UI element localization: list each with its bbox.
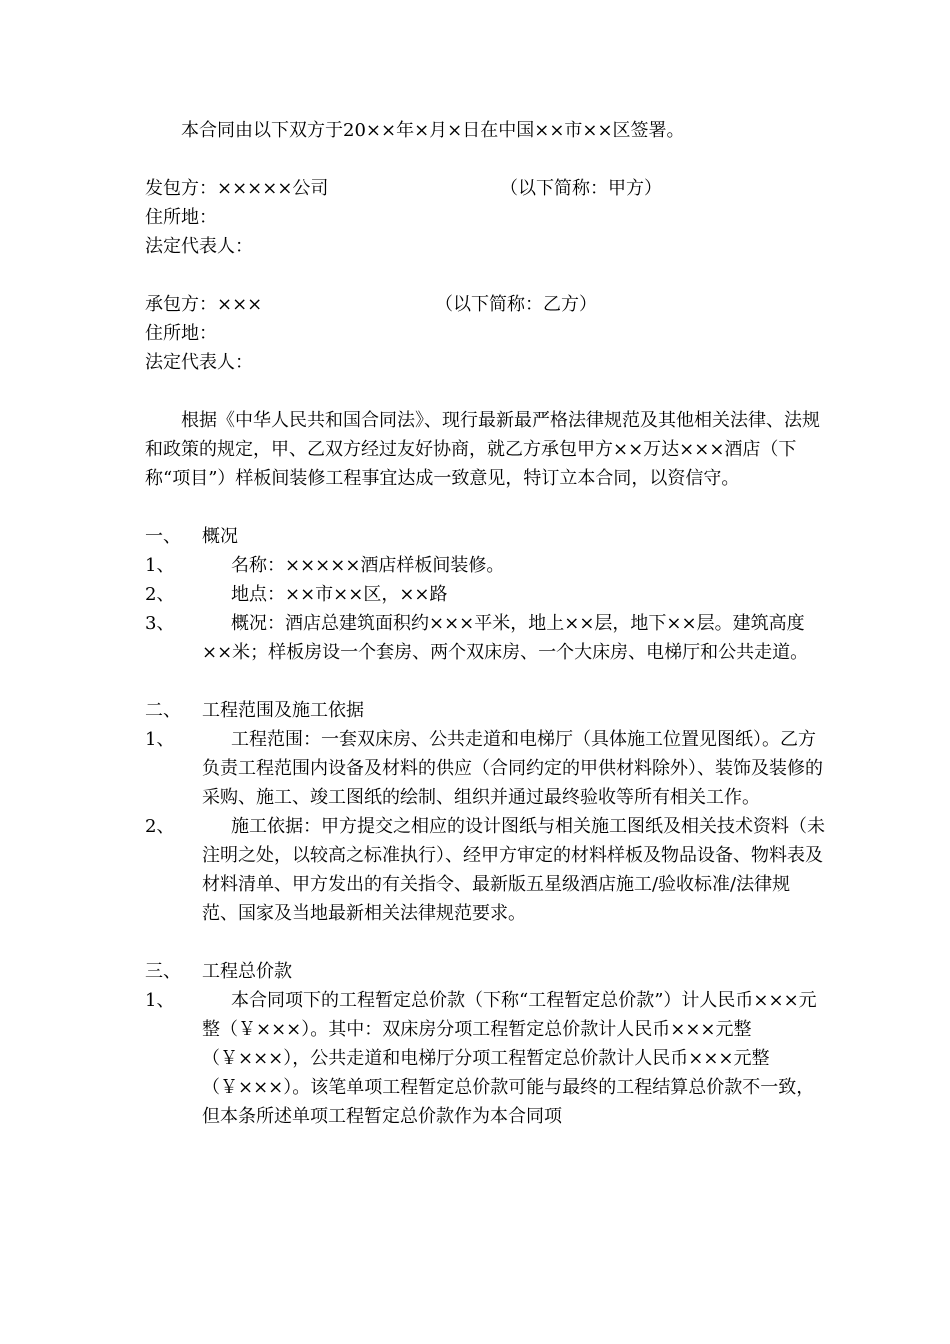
item-number: 3、	[145, 613, 175, 634]
list-item	[145, 580, 825, 609]
section-heading	[145, 957, 825, 986]
section-title: 概况	[202, 526, 238, 547]
spacer	[145, 493, 825, 522]
section-title: 工程范围及施工依据	[202, 700, 364, 721]
party-b-line	[145, 290, 825, 319]
item-number: 2、	[145, 816, 175, 837]
item-text: 概况：酒店总建筑面积约×××平米，地上××层，地下××层。建筑高度××米；样板房设一个套房、两个双床房、一个大床房、电梯厅和公共走道。	[202, 613, 809, 663]
party-a-label: 发包方：×××××公司	[145, 178, 329, 199]
spacer	[145, 145, 825, 174]
party-a-abbr: （以下简称：甲方）	[500, 178, 662, 199]
list-item	[145, 812, 825, 928]
item-number: 1、	[145, 555, 175, 576]
item-text: 地点：××市××区，××路	[231, 584, 448, 605]
list-item	[145, 609, 825, 667]
item-number: 1、	[145, 729, 175, 750]
party-a-line	[145, 174, 825, 203]
item-number: 1、	[145, 990, 175, 1011]
spacer	[145, 377, 825, 406]
item-number: 2、	[145, 584, 175, 605]
list-item	[145, 725, 825, 812]
intro-paragraph: 本合同由以下双方于20××年×月×日在中国××市××区签署。	[181, 120, 685, 141]
item-text: 本合同项下的工程暂定总价款（下称“工程暂定总价款”）计人民币×××元整（￥×××）。其中：双床房分项工程暂定总价款计人民币×××元整（￥×××），公共走道和电梯厅分项工程暂定总价款计人民币×××元整（￥×××）。该笔单项工程暂定总价款可能与最终的工程结算总价款不一致，但本条所述单项工程暂定总价款作为本合同项	[202, 990, 817, 1127]
item-text: 施工依据：甲方提交之相应的设计图纸与相关施工图纸及相关技术资料（未注明之处，以较高之标准执行）、经甲方审定的材料样板及物品设备、物料表及材料清单、甲方发出的有关指令、最新版五星级酒店施工/验收标准/法律规范、国家及当地最新相关法律规范要求。	[202, 816, 825, 924]
spacer	[145, 928, 825, 957]
list-item	[145, 986, 825, 1131]
preamble-paragraph: 根据《中华人民共和国合同法》、现行最新最严格法律规范及其他相关法律、法规和政策的规定，甲、乙双方经过友好协商，就乙方承包甲方××万达×××酒店（下称“项目”）样板间装修工程事宜达成一致意见，特订立本合同，以资信守。	[145, 410, 820, 489]
section-heading	[145, 696, 825, 725]
list-item	[145, 551, 825, 580]
spacer	[145, 667, 825, 696]
section-heading	[145, 522, 825, 551]
party-a-rep: 法定代表人：	[145, 236, 253, 257]
spacer	[145, 261, 825, 290]
contract-page	[145, 116, 825, 1131]
section-number: 一、	[145, 526, 181, 547]
party-b-rep: 法定代表人：	[145, 352, 253, 373]
party-b-address: 住所地：	[145, 323, 217, 344]
party-b-abbr: （以下简称：乙方）	[435, 294, 597, 315]
section-title: 工程总价款	[202, 961, 292, 982]
section-number: 三、	[145, 961, 181, 982]
item-text: 名称：×××××酒店样板间装修。	[231, 555, 505, 576]
party-a-address: 住所地：	[145, 207, 217, 228]
section-number: 二、	[145, 700, 181, 721]
party-b-label: 承包方：×××	[145, 294, 263, 315]
item-text: 工程范围：一套双床房、公共走道和电梯厅（具体施工位置见图纸）。乙方负责工程范围内设备及材料的供应（合同约定的甲供材料除外）、装饰及装修的采购、施工、竣工图纸的绘制、组织并通过最终验收等所有相关工作。	[202, 729, 823, 808]
